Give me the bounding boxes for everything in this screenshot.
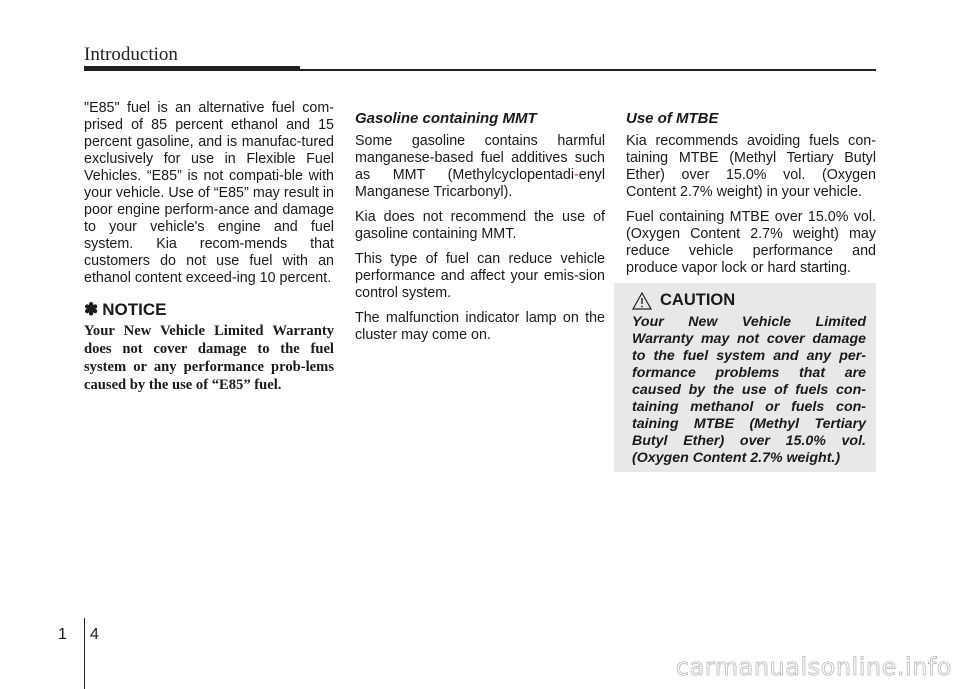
header-rule-thin xyxy=(300,69,876,71)
column-middle xyxy=(355,110,605,352)
mmt-paragraph-1-part-a: Some gasoline contains harmful manganese-based fuel additives such as MMT (Methylcyclopentadi xyxy=(355,133,605,183)
section-number: 1 xyxy=(58,626,67,643)
mtbe-section-title: Use of MTBE xyxy=(626,110,719,127)
mmt-paragraph-1 xyxy=(355,133,605,201)
footer-divider xyxy=(84,618,85,689)
mmt-paragraph-3: This type of fuel can reduce vehicle performance and affect your emis-sion control system. xyxy=(355,251,605,301)
caution-heading xyxy=(632,291,866,310)
page-number: 4 xyxy=(90,626,99,643)
notice-title: NOTICE xyxy=(102,300,167,319)
caution-body: Your New Vehicle Limited Warranty may not cover damage to the fuel system and any per-formance problems that are caused by the use of fuels con-taining methanol or fuels con-taining MTBE (Methyl Tertiary Butyl Ether) over 15.0% vol. (Oxygen Content 2.7% weight.) xyxy=(632,314,866,466)
hyphen-mark: - xyxy=(574,167,579,183)
notice-heading xyxy=(84,301,334,318)
mmt-paragraph-4: The malfunction indicator lamp on the cluster may come on. xyxy=(355,310,605,343)
column-left xyxy=(84,100,334,402)
mmt-paragraph-1-part-b: enyl Manganese Tricarbonyl). xyxy=(355,167,605,200)
e85-paragraph: "E85" fuel is an alternative fuel com-prised of 85 percent ethanol and 15 percent gasoline, and is manufac-tured exclusively for use in Flexible Fuel Vehicles. “E85” is not compati-ble with your vehicle. Use of “E85” may result in poor engine perform-ance and damage to your vehicle's engine and fuel system. Kia recom-mends that customers do not use fuel with an ethanol content exceed-ing 10 percent. xyxy=(84,100,334,286)
mmt-paragraph-2: Kia does not recommend the use of gasoline containing MMT. xyxy=(355,209,605,242)
notice-body: Your New Vehicle Limited Warranty does not cover damage to the fuel system or any performance prob-lems caused by the use of “E85” fuel. xyxy=(84,323,334,393)
mtbe-paragraph-1: Kia recommends avoiding fuels con-taining MTBE (Methyl Tertiary Butyl Ether) over 15.0% vol. (Oxygen Content 2.7% weight) in your vehicle. xyxy=(626,133,876,200)
caution-box xyxy=(614,283,876,472)
column-right xyxy=(626,110,876,285)
mtbe-paragraph-2: Fuel containing MTBE over 15.0% vol. (Oxygen Content 2.7% weight) may reduce vehicle performance and produce vapor lock or hard starting. xyxy=(626,209,876,276)
header-rule-thick xyxy=(84,66,300,71)
notice-asterisk-icon: ✽ xyxy=(84,300,99,319)
warning-triangle-icon xyxy=(632,292,652,310)
page-header-title: Introduction xyxy=(84,44,178,65)
caution-title: CAUTION xyxy=(660,291,736,309)
watermark-text: carmanualsonline.info xyxy=(675,653,952,681)
mmt-section-title: Gasoline containing MMT xyxy=(355,110,537,127)
